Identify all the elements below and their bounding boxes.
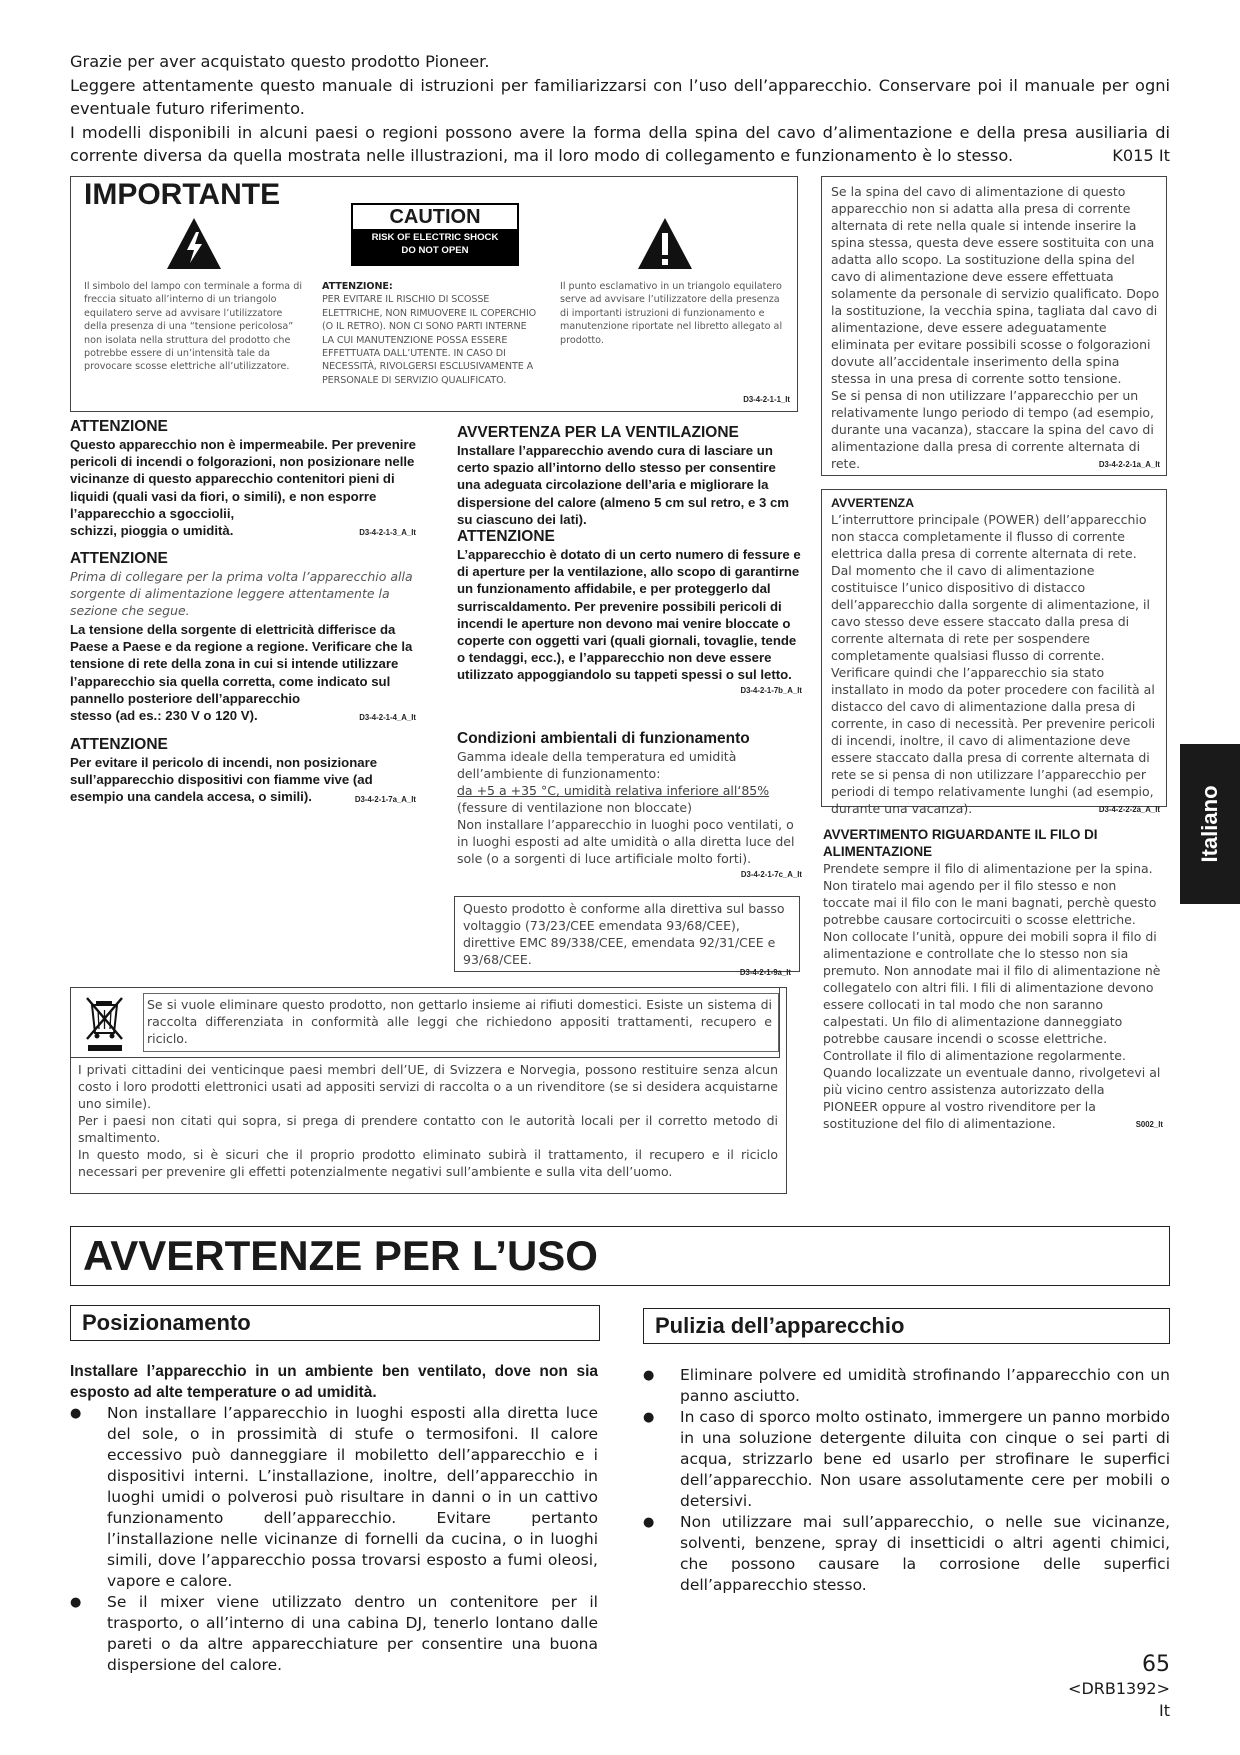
attenzione-2-heading: ATTENZIONE bbox=[70, 550, 168, 567]
language-tab-label: Italiano bbox=[1197, 785, 1222, 863]
posizionamento-item-2: ● Se il mixer viene utilizzato dentro un contenitore per il trasporto, o all’interno di una cabina DJ, tenerlo lontano dalle pareti o da altre apparecchiature per consentire una buona dispersione del calore. bbox=[70, 1592, 598, 1676]
attenzione-1-code: D3-4-2-1-3_A_It bbox=[359, 528, 416, 538]
pulizia-list bbox=[643, 1365, 1170, 1596]
caution-explanation bbox=[322, 280, 540, 387]
condizioni-text-1: Gamma ideale della temperatura ed umidità dell’ambiente di funzionamento: bbox=[457, 749, 737, 781]
attenzione-2-italic: Prima di collegare per la prima volta l’apparecchio alla sorgente di alimentazione leggere attentamente la sezione che segue. bbox=[70, 569, 413, 618]
filo-text: Prendete sempre il filo di alimentazione per la spina. Non tiratelo mai agendo per il filo stesso e non toccate mai il filo con le mani bagnati, perchè questo potrebbe causare cortocircuiti o scosse elettriche. Non collocate l’unità, oppure dei mobili sopra il filo di alimentazione e controllate che lo stesso non sia premuto. Non annodate mai il filo di alimentazione nè collegatelo con altri fili. I fili di alimentazione devono essere collocati in tal modo che non saranno calpestati. Un filo di alimentazione danneggiato potrebbe causare incendi o scosse elettriche. Controllate il filo di alimentazione regolarmente. Quando localizzate un eventuale danno, rivolgetevi al più vicino centro assistenza autorizzato della PIONEER oppure al vostro rivenditore per la bbox=[823, 861, 1161, 1114]
lightning-explanation: Il simbolo del lampo con terminale a forma di freccia situato all’interno di un triangolo equilatero serve ad avvisare l’utilizzatore della presenza di una “tensione pericolosa” non isolata nella struttura del prodotto che potrebbe essere di un’intensità tale da provocare scosse elettriche all’utilizzatore. bbox=[84, 281, 302, 373]
posizionamento-title: Posizionamento bbox=[70, 1305, 600, 1341]
attenzione-2 bbox=[70, 550, 416, 724]
page-number: 65 bbox=[1142, 1652, 1170, 1677]
caution-label bbox=[351, 203, 519, 266]
exclamation-warning-icon bbox=[636, 216, 694, 271]
caution-explanation-heading: ATTENZIONE: bbox=[322, 281, 393, 292]
attenzione-2-code: D3-4-2-1-4_A_It bbox=[359, 713, 416, 723]
weee-inner-text: Se si vuole eliminare questo prodotto, non gettarlo insieme ai rifiuti domestici. Esiste un sistema di raccolta differenziata in conformità alle leggi che richiedono appositi trattamenti, recupero e riciclo. bbox=[147, 997, 772, 1046]
attenzione-3 bbox=[70, 736, 416, 806]
crossed-bin-icon bbox=[84, 993, 126, 1053]
direttiva-code: D3-4-2-1-9a_It bbox=[739, 968, 791, 977]
importante-title: IMPORTANTE bbox=[84, 178, 281, 211]
filo-text-end: sostituzione del filo di alimentazione. bbox=[823, 1116, 1056, 1131]
intro-code: K015 It bbox=[1112, 146, 1170, 165]
condizioni-text-3: Non installare l’apparecchio in luoghi poco ventilati, o in luoghi esposti ad alte umidità o alla diretta luce del sole (o a sorgenti di luce artificiale molto forti). bbox=[457, 817, 795, 866]
importante-code: D3-4-2-1-1_It bbox=[743, 395, 790, 404]
filo-section bbox=[823, 826, 1163, 1132]
lightning-warning-icon bbox=[165, 216, 223, 271]
pulizia-body bbox=[643, 1365, 1170, 1596]
attenzione-2-text-end: stesso (ad es.: 230 V o 120 V). bbox=[70, 708, 258, 724]
attenzione-3-code: D3-4-2-1-7a_A_It bbox=[354, 794, 416, 804]
attenzione-2-text: La tensione della sorgente di elettricità differisce da Paese a Paese e da regione a regione. Verificare che la tensione di rete della zona in cui si intende utilizzare l’apparecchio sia quella corretta, come indicato sul pannello posteriore dell’apparecchio bbox=[70, 622, 413, 706]
ventilazione-text-2: L’apparecchio è dotato di un certo numero di fessure e di aperture per la ventilazione, allo scopo di garantirne un funzionamento affidabile, e per proteggerlo dal surriscaldamento. Per prevenire possibili pericoli di incendi le aperture non devono mai venire bloccate o coperte con oggetti vari (quali giornali, tovaglie, tende o tendaggi, ecc.), e l’apparecchio non deve essere utilizzato appoggiandolo su tappeti spessi o sul letto. bbox=[457, 547, 801, 683]
attenzione-1 bbox=[70, 418, 416, 539]
plug-unplug-text-end: rete. bbox=[831, 456, 861, 471]
condizioni-range: da +5 a +35 °C, umidità relativa inferiore all‘85% bbox=[457, 783, 770, 798]
attenzione-1-text-end: schizzi, pioggia o umidità. bbox=[70, 523, 234, 539]
ventilazione-heading-2: ATTENZIONE bbox=[457, 528, 555, 546]
intro-line-1: Grazie per aver acquistato questo prodotto Pioneer. bbox=[70, 52, 490, 71]
weee-text-3: In questo modo, si è sicuri che il proprio prodotto eliminato subirà il trattamento, il recupero e il riciclo necessari per prevenire gli effetti potenzialmente negativi sull’ambiente e sulla vita dell’uomo. bbox=[78, 1147, 778, 1179]
avvertenza-power-heading: AVVERTENZA bbox=[831, 496, 915, 510]
pulizia-item-1: ● Eliminare polvere ed umidità strofinando l’apparecchio con un panno asciutto. bbox=[643, 1365, 1170, 1407]
ventilazione-text: Installare l’apparecchio avendo cura di lasciare un certo spazio all’intorno dello stesso per consentire una adeguata circolazione dell’aria e migliorare la dispersione del calore (almeno 5 cm sul retro, e 3 cm su ciascuno dei lati). bbox=[457, 443, 790, 527]
condizioni-text-2: (fessure di ventilazione non bloccate) bbox=[457, 800, 693, 815]
condizioni-section bbox=[457, 730, 802, 879]
weee-text bbox=[78, 1061, 778, 1180]
pulizia-item-2: ● In caso di sporco molto ostinato, immergere un panno morbido in una soluzione detergente diluita con cinque o sei parti di acqua, strizzarlo bene ed usarlo per strofinare le superfici dell’apparecchio. Non usare assolutamente cere per mobili o detersivi. bbox=[643, 1407, 1170, 1512]
exclamation-explanation: Il punto esclamativo in un triangolo equilatero serve ad avvisare l’utilizzatore della presenza di importanti istruzioni di funzionamento e manutenzione riportate nel libretto allegato al prodotto. bbox=[560, 281, 783, 346]
attenzione-1-heading: ATTENZIONE bbox=[70, 418, 168, 435]
weee-text-1: I privati cittadini dei venticinque paesi membri dell’UE, di Svizzera e Norvegia, possono restituire senza alcun costo i loro prodotti elettronici usati ad appositi servizi di raccolta o a un rivenditore (se si desidera acquistarne uno simile). bbox=[78, 1062, 778, 1111]
main-title: AVVERTENZE PER L’USO bbox=[70, 1226, 1170, 1286]
avvertenza-power-code: D3-4-2-2-2a_A_It bbox=[1098, 805, 1160, 814]
plug-replacement-box bbox=[821, 176, 1167, 476]
ventilazione-code: D3-4-2-1-7b_A_It bbox=[740, 685, 802, 695]
language-tab bbox=[1180, 744, 1240, 904]
avvertenza-power-text-end: durante una vacanza). bbox=[831, 801, 973, 816]
pulizia-item-3: ● Non utilizzare mai sull’apparecchio, o nelle sue vicinanze, solventi, benzene, spray di insetticidi o altri agenti chimici, che possono causare la corrosione delle superfici dell’apparecchio stesso. bbox=[643, 1512, 1170, 1596]
attenzione-3-text-end: esempio una candela accesa, o simili). bbox=[70, 789, 312, 805]
caution-title: CAUTION bbox=[389, 206, 481, 228]
filo-heading: AVVERTIMENTO RIGUARDANTE IL FILO DI ALIMENTAZIONE bbox=[823, 827, 1098, 859]
weee-text-2: Per i paesi non citati qui sopra, si prega di prendere contatto con le autorità locali per il corretto metodo di smaltimento. bbox=[78, 1113, 778, 1145]
avvertenza-power-text: L’interruttore principale (POWER) dell’apparecchio non stacca completamente il flusso di corrente elettrica dalla presa di corrente alternata di rete. Dal momento che il cavo di alimentazione costituisce l’unico dispositivo di distacco dell’apparecchio dalla sorgente di alimentazione, il cavo stesso deve essere staccato dalla presa di corrente alternata di rete per sospendere completamente qualsiasi flusso di corrente. Verificare quindi che l’apparecchio sia stato installato in modo da poter procedere con facilità al distacco del cavo di alimentazione dalla presa di corrente, in caso di necessità. Per prevenire pericoli di incendi, inoltre, il cavo di alimentazione deve essere staccato dalla presa di corrente alternata di rete se si pensa di non utilizzare l’apparecchio per periodi di tempo relativamente lunghi (ad esempio, bbox=[831, 512, 1156, 799]
posizionamento-list bbox=[70, 1403, 598, 1676]
plug-box-code: D3-4-2-2-1a_A_It bbox=[1098, 460, 1160, 469]
caution-line-1: RISK OF ELECTRIC SHOCK bbox=[371, 232, 499, 243]
plug-unplug-text: Se si pensa di non utilizzare l’apparecchio per un relativamente lungo periodo di tempo (ad esempio, durante una vacanza), staccare la spina del cavo di alimentazione dalla presa di corrente alternata di bbox=[831, 388, 1155, 454]
caution-explanation-text: PER EVITARE IL RISCHIO DI SCOSSE ELETTRICHE, NON RIMUOVERE IL COPERCHIO (O IL RETRO). NON CI SONO PARTI INTERNE LA CUI MANUTENZIONE POSSA ESSERE EFFETTUATA DALL’UTENTE. IN CASO DI NECESSITÀ, RIVOLGERSI ESCLUSIVAMENTE A PERSONALE DI SERVIZIO QUALIFICATO. bbox=[322, 294, 537, 386]
condizioni-code: D3-4-2-1-7c_A_It bbox=[740, 870, 802, 879]
ventilazione-section bbox=[457, 424, 802, 695]
weee-text-box bbox=[143, 993, 779, 1052]
intro-text bbox=[70, 50, 1170, 168]
attenzione-3-text: Per evitare il pericolo di incendi, non posizionare sull’apparecchio dispositivi con fiamme vive (ad bbox=[70, 755, 378, 788]
caution-line-2: DO NOT OPEN bbox=[401, 245, 469, 256]
attenzione-3-heading: ATTENZIONE bbox=[70, 736, 168, 753]
direttiva-text: Questo prodotto è conforme alla direttiva sul basso voltaggio (73/23/CEE emendata 93/68/CEE), direttive EMC 89/338/CEE, emendata 92/31/CEE e 93/68/CEE. bbox=[463, 901, 785, 967]
footer bbox=[1000, 1652, 1170, 1722]
filo-code: S002_It bbox=[1135, 1120, 1163, 1129]
plug-replacement-text: Se la spina del cavo di alimentazione di questo apparecchio non si adatta alla presa di corrente alternata di rete nella quale si intende inserire la spina stessa, questa deve essere sostituita con una adatta allo scopo. La sostituzione della spina del cavo di alimentazione deve essere effettuata solamente da personale di servizio qualificato. Dopo la sostituzione, la vecchia spina, tagliata dal cavo di alimentazione, deve essere adeguatamente eliminata per evitare possibili scosse o folgorazioni dovute all’accidentale inserimento della spina stessa in una presa di corrente sotto tensione. bbox=[831, 184, 1160, 386]
posizionamento-body bbox=[70, 1361, 598, 1676]
avvertenza-power-box bbox=[821, 489, 1167, 816]
attenzione-1-text: Questo apparecchio non è impermeabile. Per prevenire pericoli di incendi o folgorazioni, non posizionare nelle vicinanze di questo apparecchio contenitori pieni di liquidi (quali vasi da fiori, o simili), e non esporre l’apparecchio a sgocciolii, bbox=[70, 437, 416, 521]
pulizia-title: Pulizia dell’apparecchio bbox=[643, 1308, 1170, 1344]
direttiva-box bbox=[454, 896, 800, 977]
language-code: It bbox=[1159, 1701, 1170, 1720]
posizionamento-lead: Installare l’apparecchio in un ambiente ben ventilato, dove non sia esposto ad alte temperature o ad umidità. bbox=[70, 1363, 598, 1401]
document-code: <DRB1392> bbox=[1068, 1679, 1170, 1698]
condizioni-heading: Condizioni ambientali di funzionamento bbox=[457, 730, 750, 747]
intro-line-3: I modelli disponibili in alcuni paesi o regioni possono avere la forma della spina del cavo d’alimentazione e della presa ausiliaria di corrente diversa da quella mostrata nelle illustrazioni, ma il loro modo di collegamento e funzionamento è lo stesso. K015 It bbox=[70, 121, 1170, 168]
intro-line-2: Leggere attentamente questo manuale di istruzioni per familiarizzarsi con l’uso dell’apparecchio. Conservare poi il manuale per ogni eventuale futuro riferimento. bbox=[70, 75, 1170, 118]
ventilazione-heading: AVVERTENZA PER LA VENTILAZIONE bbox=[457, 424, 739, 441]
posizionamento-item-1: ● Non installare l’apparecchio in luoghi esposti alla diretta luce del sole, o in prossimità di stufe o termosifoni. Il calore eccessivo può danneggiare il mobiletto dell’apparecchio e i dispositivi interni. L’installazione, inoltre, dell’apparecchio in luoghi umidi o polverosi può risultare in danni o in un cattivo funzionamento dell’apparecchio. Evitare pertanto l’installazione nelle vicinanze di fornelli da cucina, o in luoghi simili, dove l’apparecchio possa trovarsi esposto a fumi oleosi, vapore e calore. bbox=[70, 1403, 598, 1592]
